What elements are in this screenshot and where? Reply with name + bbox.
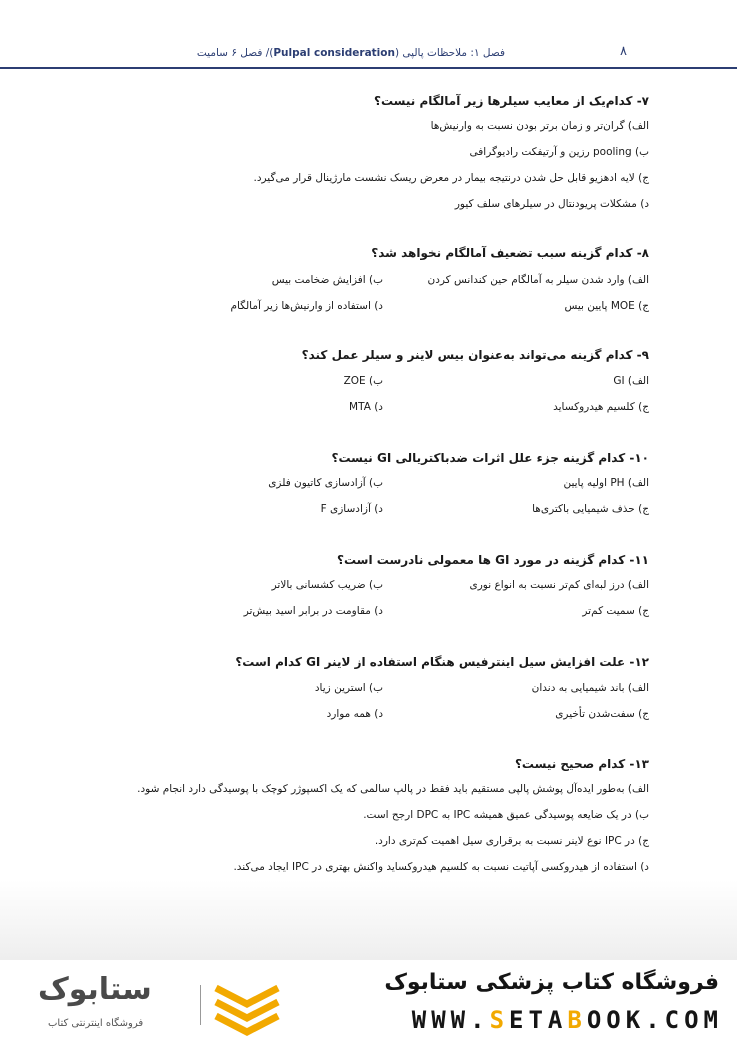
question-option: ج) در IPC نوع لاینر نسبت به برقراری سیل اهمیت کم‌تری دارد. xyxy=(374,835,649,847)
question-option: الف) درز لبه‌ای کم‌تر نسبت به انواع نوری xyxy=(469,579,649,591)
running-head-en: Pulpal consideration xyxy=(273,47,395,59)
running-head-suffix: )/ فصل ۶ سامیت xyxy=(196,47,274,59)
store-title: فروشگاه کتاب پزشکی ستابوک xyxy=(384,970,719,995)
question-option: د) استفاده از وارنیش‌ها زیر آمالگام xyxy=(230,300,383,312)
question-option: ج) حذف شیمیایی باکتری‌ها xyxy=(532,503,649,515)
question-option: ب) افزایش ضخامت بیس xyxy=(271,274,383,286)
question-option: الف) به‌طور ایده‌آل پوشش پالپی مستقیم باید فقط در پالپ سالمی که یک اکسپوژر کوچک با پوسیدگی دارد انجام شود. xyxy=(137,783,649,795)
question-option: ب) استرین زیاد xyxy=(314,682,383,694)
question-option: د) مشکلات پریودنتال در سیلرهای سلف کیور xyxy=(454,198,649,210)
url-part: WWW. xyxy=(411,1006,490,1034)
store-url[interactable] xyxy=(412,1006,723,1034)
logo-subtitle: فروشگاه اینترنتی کتاب xyxy=(48,1018,144,1029)
page-number: ۸ xyxy=(620,44,627,59)
logo-divider xyxy=(200,985,201,1025)
question-option: ج) لایه ادهزیو قابل حل شدن درنتیجه بیمار در معرض ریسک نشست مارژینال قرار می‌گیرد. xyxy=(253,172,649,184)
question-option: د) مقاومت در برابر اسید بیش‌تر xyxy=(243,605,383,617)
question-option: الف) باند شیمیایی به دندان xyxy=(531,682,649,694)
question-title: ۷- کدام‌یک از معایب سیلرها زیر آمالگام نیست؟ xyxy=(374,94,649,108)
question-option: د) استفاده از هیدروکسی آپاتیت نسبت به کلسیم هیدروکساید واکنش بهتری در IPC ایجاد می‌کند. xyxy=(233,861,649,873)
question-option: الف) PH اولیه پایین xyxy=(563,477,649,489)
question-option: الف) وارد شدن سیلر به آمالگام حین کندانس کردن xyxy=(427,274,649,286)
logo-wordmark: ستابوک xyxy=(38,972,152,1007)
question-option: ج) MOE پایین بیس xyxy=(564,300,649,312)
question-option: د) MTA xyxy=(349,401,383,413)
url-part: OOK.COM xyxy=(586,1006,723,1034)
running-head-prefix: فصل ۱: ملاحظات پالپی ( xyxy=(394,47,505,59)
book-logo-icon xyxy=(212,980,282,1040)
question-option: الف) GI xyxy=(613,375,649,387)
url-highlight-s: S xyxy=(489,1006,510,1034)
question-title: ۱۰- کدام گزینه جزء علل اثرات ضدباکتریالی GI نیست؟ xyxy=(331,451,649,465)
question-option: ب) ZOE xyxy=(343,375,383,387)
question-title: ۱۲- علت افزایش سیل اینترفیس هنگام استفاده از لاینر GI کدام است؟ xyxy=(235,655,649,669)
header-rule xyxy=(0,67,737,69)
url-part: ETA xyxy=(509,1006,568,1034)
question-title: ۸- کدام گزینه سبب تضعیف آمالگام نخواهد شد؟ xyxy=(371,246,649,260)
question-option: د) آزادسازی F xyxy=(320,503,383,515)
url-highlight-b: B xyxy=(567,1006,587,1034)
question-title: ۱۳- کدام صحیح نیست؟ xyxy=(514,757,649,771)
running-head xyxy=(197,47,505,59)
question-option: د) همه موارد xyxy=(326,708,383,720)
question-option: ب) pooling رزین و آرتیفکت رادیوگرافی xyxy=(469,146,649,158)
question-option: ج) سفت‌شدن تأخیری xyxy=(555,708,649,720)
question-title: ۹- کدام گزینه می‌تواند به‌عنوان بیس لاینر و سیلر عمل کند؟ xyxy=(301,348,649,362)
question-option: ب) در یک ضایعه پوسیدگی عمیق همیشه IPC به DPC ارجح است. xyxy=(363,809,649,821)
question-option: ب) ضریب کشسانی بالاتر xyxy=(271,579,383,591)
question-title: ۱۱- کدام گزینه در مورد GI ها معمولی نادرست است؟ xyxy=(336,553,649,567)
question-option: الف) گران‌تر و زمان برتر بودن نسبت به وارنیش‌ها xyxy=(430,120,649,132)
question-option: ج) سمیت کم‌تر xyxy=(582,605,649,617)
question-option: ب) آزادسازی کاتیون فلزی xyxy=(268,477,383,489)
question-option: ج) کلسیم هیدروکساید xyxy=(553,401,649,413)
